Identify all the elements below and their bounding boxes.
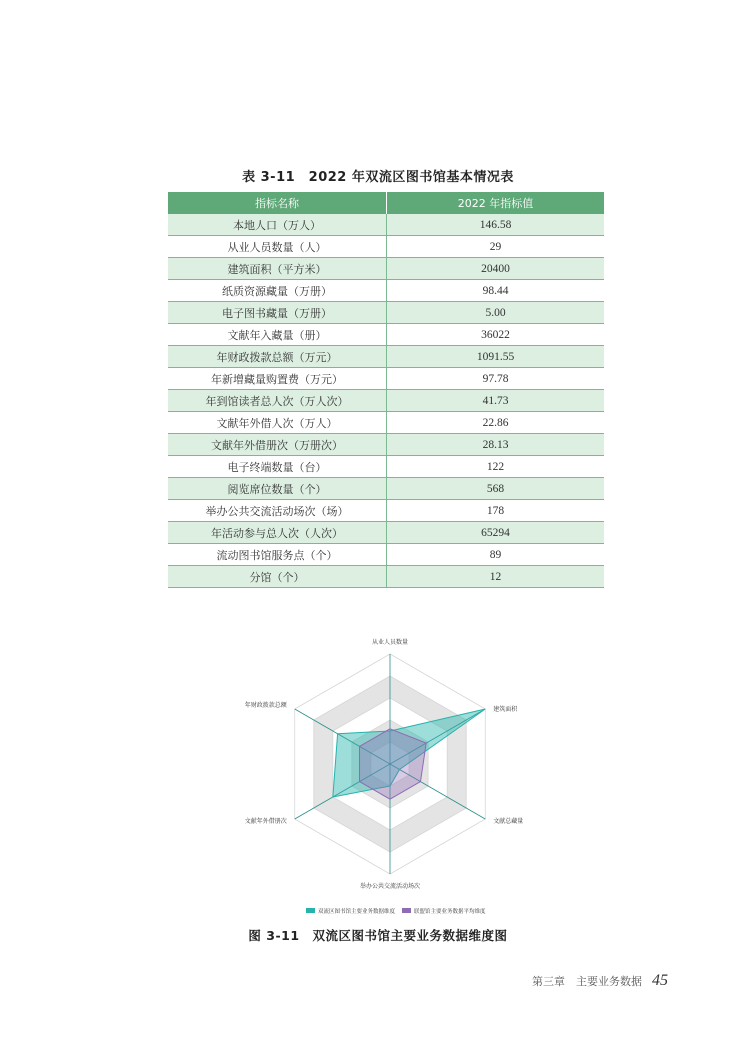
table-row [168, 324, 604, 346]
indicator-value-cell: 97.78 [387, 368, 605, 390]
table-row [168, 390, 604, 412]
column-header-value: 2022 年指标值 [387, 192, 605, 214]
table-row [168, 412, 604, 434]
radar-axis-label: 文献总藏量 [493, 818, 524, 825]
chapter-title: 第三章 主要业务数据 [532, 975, 642, 988]
indicator-name-cell: 文献年入藏量（册） [168, 324, 387, 346]
radar-axis-label: 从业人员数量 [371, 639, 409, 646]
radar-chart [228, 620, 548, 920]
indicator-value-cell: 122 [387, 456, 605, 478]
indicator-name-cell: 电子终端数量（台） [168, 456, 387, 478]
indicator-name-cell: 建筑面积（平方米） [168, 258, 387, 280]
radar-axis-label: 举办公共交流活动场次 [359, 883, 421, 890]
legend-label: 联盟馆主要业务数据平均维度 [414, 909, 486, 915]
table-caption: 表 3-11 2022 年双流区图书馆基本情况表 [242, 170, 514, 185]
radar-axis-label: 年财政拨款总额 [244, 702, 287, 709]
indicator-value-cell: 89 [387, 544, 605, 566]
table-row [168, 522, 604, 544]
table-row [168, 280, 604, 302]
figure-caption: 图 3-11 双流区图书馆主要业务数据维度图 [248, 928, 508, 943]
indicator-name-cell: 分馆（个） [168, 566, 387, 588]
page-footer [532, 972, 668, 990]
page-number: 45 [652, 972, 668, 989]
table-row [168, 368, 604, 390]
indicator-value-cell: 22.86 [387, 412, 605, 434]
indicator-value-cell: 41.73 [387, 390, 605, 412]
legend-swatch [402, 908, 411, 913]
indicator-name-cell: 年财政拨款总额（万元） [168, 346, 387, 368]
radar-axis-label: 文献年外借册次 [244, 818, 287, 825]
indicator-name-cell: 流动图书馆服务点（个） [168, 544, 387, 566]
legend-swatch [306, 908, 315, 913]
indicator-name-cell: 本地人口（万人） [168, 214, 387, 236]
table-row [168, 346, 604, 368]
table-row [168, 478, 604, 500]
indicator-name-cell: 举办公共交流活动场次（场） [168, 500, 387, 522]
table-row [168, 258, 604, 280]
indicator-value-cell: 29 [387, 236, 605, 258]
indicator-value-cell: 20400 [387, 258, 605, 280]
indicator-value-cell: 1091.55 [387, 346, 605, 368]
indicator-value-cell: 12 [387, 566, 605, 588]
table-row [168, 236, 604, 258]
table-row [168, 566, 604, 588]
radar-axis-label: 建筑面积 [493, 706, 518, 713]
indicator-name-cell: 年活动参与总人次（人次） [168, 522, 387, 544]
indicator-value-cell: 178 [387, 500, 605, 522]
column-header-indicator: 指标名称 [168, 192, 387, 214]
table-row [168, 456, 604, 478]
indicator-value-cell: 65294 [387, 522, 605, 544]
indicator-value-cell: 5.00 [387, 302, 605, 324]
table-row [168, 434, 604, 456]
indicator-name-cell: 纸质资源藏量（万册） [168, 280, 387, 302]
indicator-name-cell: 年到馆读者总人次（万人次） [168, 390, 387, 412]
table-row [168, 302, 604, 324]
indicator-value-cell: 568 [387, 478, 605, 500]
indicator-name-cell: 文献年外借人次（万人） [168, 412, 387, 434]
indicator-value-cell: 28.13 [387, 434, 605, 456]
indicator-name-cell: 阅览席位数量（个） [168, 478, 387, 500]
radar-chart-svg [228, 620, 548, 920]
table-header-row [168, 192, 604, 214]
indicator-name-cell: 电子图书藏量（万册） [168, 302, 387, 324]
indicator-value-cell: 36022 [387, 324, 605, 346]
indicator-value-cell: 146.58 [387, 214, 605, 236]
table-row [168, 500, 604, 522]
table-row [168, 214, 604, 236]
indicator-name-cell: 从业人员数量（人） [168, 236, 387, 258]
indicator-name-cell: 文献年外借册次（万册次） [168, 434, 387, 456]
indicator-name-cell: 年新增藏量购置费（万元） [168, 368, 387, 390]
legend-label: 双流区图书馆主要业务数据维度 [318, 909, 396, 915]
basic-info-table [168, 192, 604, 588]
indicator-value-cell: 98.44 [387, 280, 605, 302]
table-row [168, 544, 604, 566]
